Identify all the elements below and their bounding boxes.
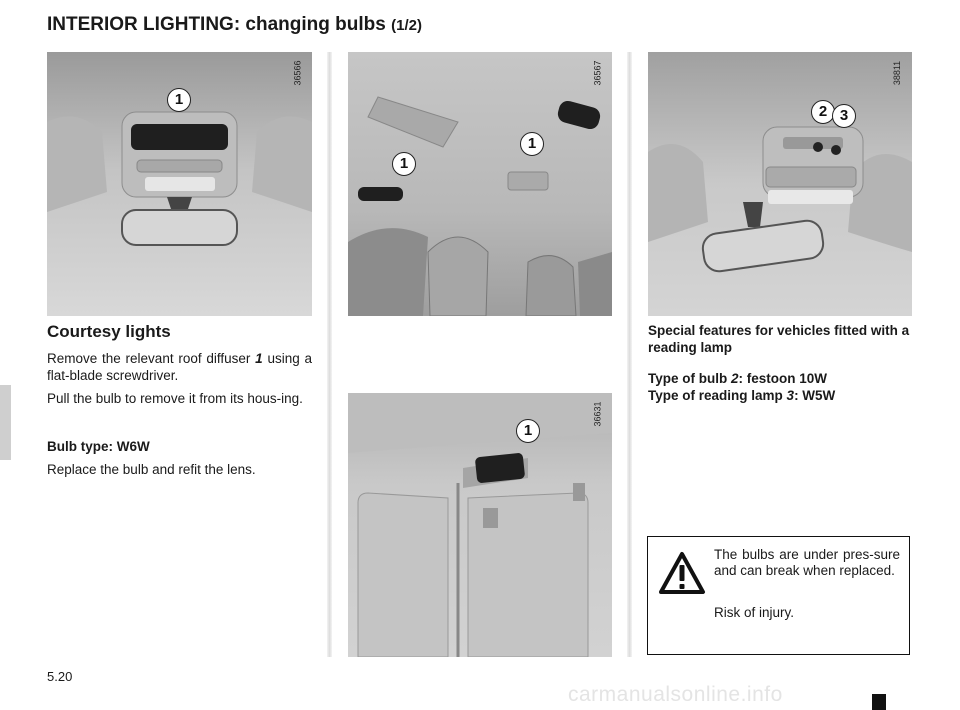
reading-bulb-ref: 2: [731, 371, 739, 386]
page-title-subtitle: (1/2): [391, 17, 422, 34]
figure-code: 36567: [592, 60, 603, 86]
warning-text: The bulbs are under pres-sure and can break when replaced.: [714, 547, 900, 578]
reading-lamp-prefix: Type of reading lamp: [648, 388, 783, 403]
reading-bulb-prefix: Type of bulb: [648, 371, 728, 386]
courtesy-paragraph-3: Replace the bulb and refit the lens.: [47, 462, 256, 477]
section-heading-courtesy-lights: Courtesy lights: [47, 322, 171, 341]
courtesy-paragraph-1: [47, 350, 312, 384]
figure-code: 36631: [592, 401, 603, 427]
page-number: 5.20: [47, 669, 73, 684]
courtesy-paragraph-2: Pull the bulb to remove it from its hous-ing.: [47, 391, 303, 406]
figure-reading-lamp-illustration: [648, 52, 912, 316]
reading-lamp-type: [648, 387, 835, 404]
reading-lamp-heading: Special features for vehicles fitted with a reading lamp: [648, 323, 910, 355]
courtesy-paragraph-1-text: Remove the relevant roof diffuser: [47, 351, 251, 366]
figure-roof-lights-illustration: [348, 52, 612, 316]
page-title: [47, 14, 422, 36]
figure-code: 36566: [292, 60, 303, 86]
callout-1: 1: [520, 132, 544, 156]
column-divider-right: [627, 52, 632, 657]
courtesy-paragraph-1-ref: 1: [255, 351, 263, 366]
callout-2: 2: [811, 100, 835, 124]
column-divider-left: [327, 52, 332, 657]
reading-lamp-value: : W5W: [794, 388, 836, 403]
watermark: carmanualsonline.info: [568, 683, 783, 706]
courtesy-paragraph-1-tail: using a flat-blade screwdriver.: [47, 351, 312, 383]
figure-courtesy-light: [47, 52, 312, 316]
chapter-tab: [0, 385, 11, 460]
callout-1: 1: [167, 88, 191, 112]
figure-load-area-light-illustration: [348, 393, 612, 657]
figure-load-area-light: [348, 393, 612, 657]
reading-bulb-type: [648, 370, 827, 387]
corner-mark: [872, 694, 886, 710]
callout-3: 3: [832, 104, 856, 128]
callout-1-second: 1: [392, 152, 416, 176]
courtesy-bulb-type: Bulb type: W6W: [47, 439, 150, 454]
figure-roof-lights: [348, 52, 612, 316]
warning-triangle-icon: [658, 551, 706, 595]
callout-1: 1: [516, 419, 540, 443]
reading-bulb-value: : festoon 10W: [738, 371, 828, 386]
warning-box: [647, 536, 910, 655]
figure-reading-lamp: [648, 52, 912, 316]
page-title-text: INTERIOR LIGHTING: changing bulbs: [47, 14, 386, 35]
reading-lamp-ref: 3: [786, 388, 795, 403]
warning-risk: Risk of injury.: [714, 605, 795, 620]
figure-code: 38811: [892, 60, 903, 86]
